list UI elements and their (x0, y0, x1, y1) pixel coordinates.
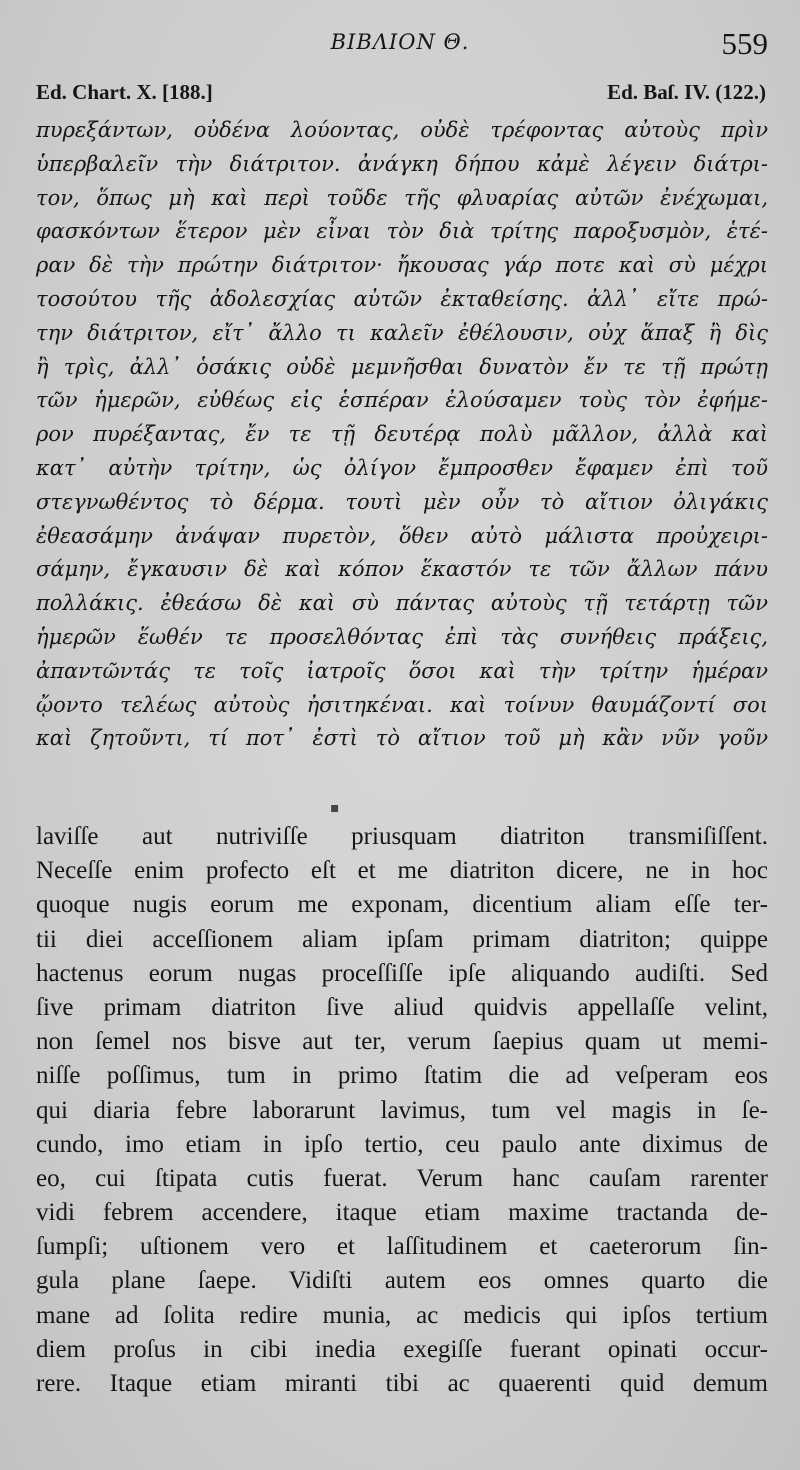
greek-line: καὶ ζητοῦντι, τί ποτ᾽ ἐστὶ τὸ αἴτιον τοῦ μὴ κἂν νῦν γοῦν (36, 726, 768, 751)
latin-line: eo, cui ſtipata cutis fuerat. Verum hanc cauſam rarenter (36, 1164, 768, 1192)
greek-line: ὑπερβαλεῖν τὴν διάτριτον. ἀνάγκη δήπου κἀμὲ λέγειν διάτρι- (36, 151, 768, 176)
separator-mark: ▪ (330, 800, 340, 816)
greek-line: σάμην, ἔγκαυσιν δὲ καὶ κόπον ἕκαστόν τε τῶν ἄλλων πάνυ (36, 557, 768, 582)
running-head-title: ΒΙΒΛΙΟΝ Θ. (330, 30, 470, 54)
greek-line: ᾤοντο τελέως αὐτοὺς ἠσιτηκέναι. καὶ τοίνυν θαυμάζοντί σοι (36, 692, 768, 717)
latin-line: laviſſe aut nutriviſſe priusquam diatriton transmiſiſſent. (36, 823, 768, 850)
latin-line: vidi febrem accendere, itaque etiam maxime tractanda de- (36, 1199, 768, 1227)
greek-line: πυρεξάντων, οὐδένα λούοντας, οὐδὲ τρέφοντας αὐτοὺς πρὶν (36, 118, 768, 142)
latin-line: niſſe poſſimus, tum in primo ſtatim die ad veſperam eos (36, 1062, 768, 1090)
latin-line: cundo, imo etiam in ipſo tertio, ceu paulo ante diximus de (36, 1130, 768, 1158)
greek-line: ἢ τρὶς, ἀλλ᾽ ὁσάκις οὐδὲ μεμνῆσθαι δυνατὸν ἔν τε τῇ πρώτῃ (36, 354, 768, 379)
greek-text-block (36, 114, 768, 756)
greek-line: τῶν ἡμερῶν, εὐθέως εἰς ἑσπέραν ἐλούσαμεν τοὺς τὸν ἐφήμε- (36, 388, 768, 413)
greek-line: την διάτριτον, εἴτ᾽ ἄλλο τι καλεῖν ἐθέλουσιν, οὐχ ἅπαξ ἢ δὶς (36, 320, 768, 345)
greek-line: στεγνωθέντος τὸ δέρμα. τουτὶ μὲν οὖν τὸ αἴτιον ὀλιγάκις (36, 489, 768, 514)
greek-line: ἀπαντῶντάς τε τοῖς ἰατροῖς ὅσοι καὶ τὴν τρίτην ἡμέραν (36, 658, 768, 683)
latin-line: hactenus eorum nugas proceſſiſſe ipſe aliquando audiſti. Sed (36, 959, 768, 987)
greek-line: ρον πυρέξαντας, ἔν τε τῇ δευτέρᾳ πολὺ μᾶλλον, ἀλλὰ καὶ (36, 422, 768, 447)
edition-reference-left: Ed. Chart. X. [188.] (36, 80, 213, 104)
greek-line: κατ᾽ αὐτὴν τρίτην, ὡς ὀλίγον ἔμπροσθεν ἔφαμεν ἐπὶ τοῦ (36, 455, 768, 480)
latin-line: tii diei acceſſionem aliam ipſam primam diatriton; quippe (36, 925, 768, 953)
greek-line: ραν δὲ τὴν πρώτην διάτριτον· ἤκουσας γάρ ποτε καὶ σὺ μέχρι (36, 253, 768, 278)
latin-line: Neceſſe enim profecto eſt et me diatriton dicere, ne in hoc (36, 857, 768, 885)
greek-line: τον, ὅπως μὴ καὶ περὶ τοῦδε τῆς φλυαρίας αὐτῶν ἐνέχωμαι, (36, 185, 768, 210)
latin-line: non ſemel nos bisve aut ter, verum ſaepius quam ut memi- (36, 1028, 768, 1056)
greek-line: ἡμερῶν ἕωθέν τε προσελθόντας ἐπὶ τὰς συνήθεις πράξεις, (36, 624, 768, 649)
greek-line: ἐθεασάμην ἀνάψαν πυρετὸν, ὅθεν αὐτὸ μάλιστα προὐχειρι- (36, 523, 768, 548)
latin-line: rere. Itaque etiam miranti tibi ac quaerenti quid demum (36, 1370, 768, 1397)
latin-line: quoque nugis eorum me exponam, dicentium aliam eſſe ter- (36, 891, 768, 919)
greek-line: φασκόντων ἕτερον μὲν εἶναι τὸν διὰ τρίτης παροξυσμὸν, ἑτέ- (36, 219, 768, 244)
latin-line: ſumpſi; uſtionem vero et laſſitudinem et caeterorum ſin- (36, 1233, 768, 1261)
greek-line: τοσούτου τῆς ἀδολεσχίας αὐτῶν ἐκταθείσης. ἀλλ᾽ εἴτε πρώ- (36, 286, 768, 311)
latin-line: diem proſus in cibi inedia exegiſſe fuerant opinati occur- (36, 1335, 768, 1363)
latin-text-block (36, 820, 768, 1401)
latin-line: qui diaria febre laborarunt lavimus, tum vel magis in ſe- (36, 1096, 768, 1124)
edition-reference-right: Ed. Baſ. IV. (122.) (607, 80, 766, 104)
latin-line: mane ad ſolita redire munia, ac medicis qui ipſos tertium (36, 1301, 768, 1329)
latin-line: ſive primam diatriton ſive aliud quidvis appellaſſe velint, (36, 993, 768, 1021)
latin-line: gula plane ſaepe. Vidiſti autem eos omnes quarto die (36, 1267, 768, 1295)
greek-line: πολλάκις. ἐθεάσω δὲ καὶ σὺ πάντας αὐτοὺς τῇ τετάρτῃ τῶν (36, 591, 768, 616)
page-number: 559 (721, 26, 768, 61)
